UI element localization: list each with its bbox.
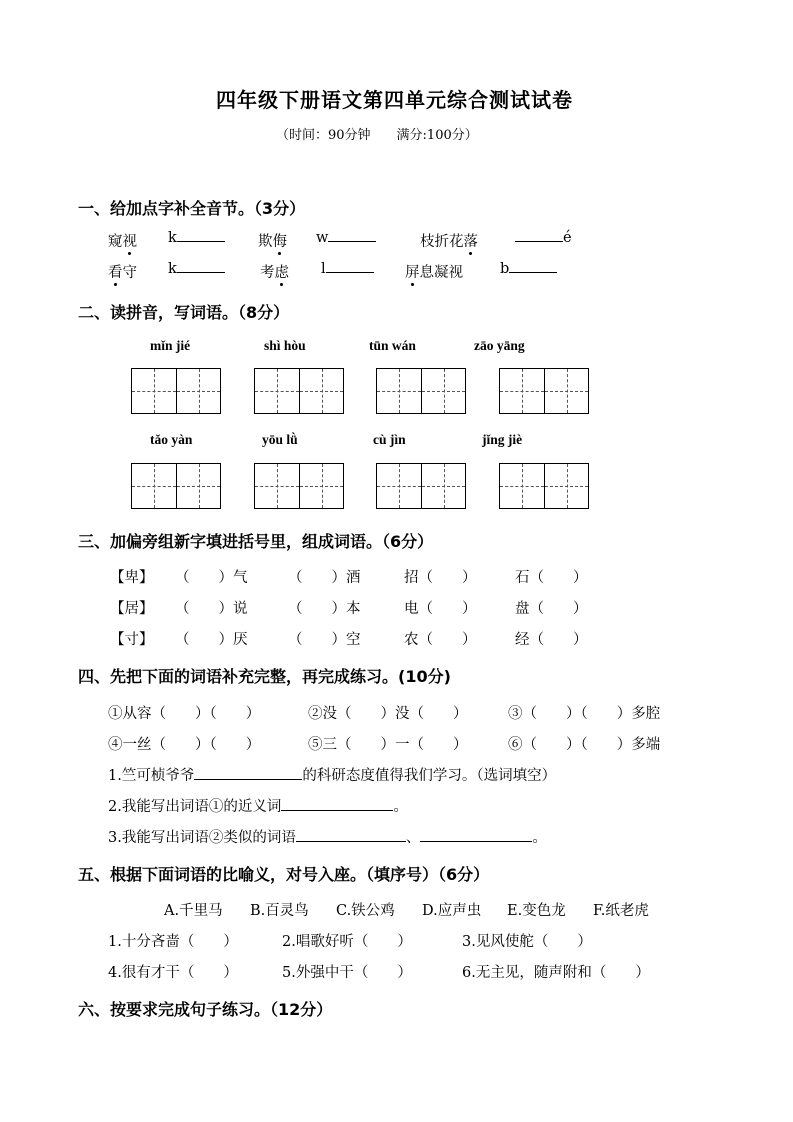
s4-q1-blank[interactable] <box>194 779 302 780</box>
s3-blank-3a[interactable]: （ ）厌 <box>175 632 248 648</box>
tianzi-grid-5[interactable] <box>131 463 221 509</box>
tianzi-grid-6[interactable] <box>254 463 344 509</box>
s4-idiom-6[interactable]: ⑥（ ）（ ）多端 <box>508 737 661 753</box>
s3-radical-2: 【居】 <box>110 601 154 617</box>
page-subtitle <box>276 124 478 143</box>
pinyin-3: tūn wán <box>369 338 416 353</box>
s3-radical-1: 【卑】 <box>110 570 154 586</box>
s3-blank-2d[interactable]: 盘（ ） <box>515 601 588 617</box>
s5-item-6[interactable]: 6.无主见，随声附和（ ） <box>462 965 650 981</box>
section-3-heading: 三、加偏旁组新字填进括号里，组成词语。（6分） <box>78 532 434 551</box>
s4-q3-blank-a[interactable] <box>296 841 406 842</box>
s4-idiom-3[interactable]: ③（ ）（ ）多腔 <box>508 706 661 722</box>
section-1-heading: 一、给加点字补全音节。（3分） <box>78 199 306 218</box>
s5-item-4[interactable]: 4.很有才干（ ） <box>108 965 238 981</box>
s4-question-2: 2.我能写出词语①的近义词 。 <box>108 799 408 815</box>
tianzi-grid-3[interactable] <box>376 368 466 414</box>
s5-option-a: A.千里马 <box>164 903 223 919</box>
s5-item-1[interactable]: 1.十分吝啬（ ） <box>108 934 238 950</box>
s1-item-2: 欺侮 <box>258 230 287 251</box>
section-5-heading: 五、根据下面词语的比喻义，对号入座。（填序号）（6分） <box>78 865 490 884</box>
tianzi-grid-8[interactable] <box>499 463 589 509</box>
pinyin-5: tǎo yàn <box>150 432 193 447</box>
s1-item-6: 屏息凝视 <box>405 261 463 282</box>
full-score: 满分:100分） <box>396 128 478 143</box>
s1-answer-2[interactable]: w <box>316 230 376 246</box>
s3-blank-2a[interactable]: （ ）说 <box>175 601 248 617</box>
s4-q2-blank[interactable] <box>281 810 393 811</box>
s5-item-5[interactable]: 5.外强中干（ ） <box>282 965 412 981</box>
s3-blank-3b[interactable]: （ ）空 <box>288 632 361 648</box>
s1-answer-1[interactable]: k <box>168 230 225 246</box>
s4-idiom-1[interactable]: ①从容（ ）（ ） <box>108 706 261 722</box>
tianzi-grid-4[interactable] <box>499 368 589 414</box>
section-6-heading: 六、按要求完成句子练习。（12分） <box>78 1000 333 1019</box>
s3-radical-3: 【寸】 <box>110 632 154 648</box>
s1-item-4: 看守 <box>108 261 137 282</box>
s4-q3-blank-b[interactable] <box>420 841 532 842</box>
s3-blank-1c[interactable]: 招（ ） <box>404 570 477 586</box>
s5-option-f: F.纸老虎 <box>593 903 649 919</box>
tianzi-grid-7[interactable] <box>376 463 466 509</box>
s1-item-1: 窥视 <box>108 230 137 251</box>
s5-option-e: E.变色龙 <box>507 903 566 919</box>
s1-item-3: 枝折花落 <box>420 230 478 251</box>
s3-blank-3d[interactable]: 经（ ） <box>515 632 588 648</box>
s3-blank-2b[interactable]: （ ）本 <box>288 601 361 617</box>
s5-option-c: C.铁公鸡 <box>336 903 395 919</box>
s4-question-1: 1.竺可桢爷爷 的科研态度值得我们学习。（选词填空） <box>108 768 557 784</box>
s1-answer-4[interactable]: k <box>168 261 225 277</box>
s5-item-2[interactable]: 2.唱歌好听（ ） <box>282 934 412 950</box>
tianzi-grid-2[interactable] <box>254 368 344 414</box>
pinyin-4: zāo yāng <box>474 338 525 353</box>
s3-blank-3c[interactable]: 农（ ） <box>404 632 477 648</box>
s4-idiom-4[interactable]: ④一丝（ ）（ ） <box>108 737 261 753</box>
tianzi-grid-1[interactable] <box>131 368 221 414</box>
s4-question-3: 3.我能写出词语②类似的词语 、 。 <box>108 830 547 846</box>
page-title: 四年级下册语文第四单元综合测试试卷 <box>216 88 573 112</box>
s1-answer-3[interactable]: é <box>515 230 572 246</box>
s5-option-b: B.百灵鸟 <box>250 903 309 919</box>
pinyin-7: cù jìn <box>373 432 406 447</box>
pinyin-6: yōu lǜ <box>262 432 298 447</box>
s5-option-d: D.应声虫 <box>422 903 482 919</box>
s3-blank-1a[interactable]: （ ）气 <box>175 570 248 586</box>
s3-blank-1b[interactable]: （ ）酒 <box>288 570 361 586</box>
s3-blank-2c[interactable]: 电（ ） <box>404 601 477 617</box>
pinyin-1: mǐn jié <box>150 338 191 353</box>
s1-answer-6[interactable]: b <box>500 261 557 277</box>
pinyin-2: shì hòu <box>264 338 306 353</box>
s1-item-5: 考虑 <box>260 261 289 282</box>
s1-answer-5[interactable]: l <box>321 261 374 277</box>
pinyin-8: jǐng jiè <box>482 432 523 447</box>
s4-idiom-2[interactable]: ②没（ ）没（ ） <box>308 706 468 722</box>
s4-idiom-5[interactable]: ⑤三（ ）一（ ） <box>308 737 468 753</box>
time-limit: （时间：90分钟 <box>276 128 371 143</box>
section-2-heading: 二、读拼音，写词语。（8分） <box>78 303 290 322</box>
s3-blank-1d[interactable]: 石（ ） <box>515 570 588 586</box>
section-4-heading: 四、先把下面的词语补充完整，再完成练习。(10分) <box>78 667 451 686</box>
s5-item-3[interactable]: 3.见风使舵（ ） <box>462 934 592 950</box>
